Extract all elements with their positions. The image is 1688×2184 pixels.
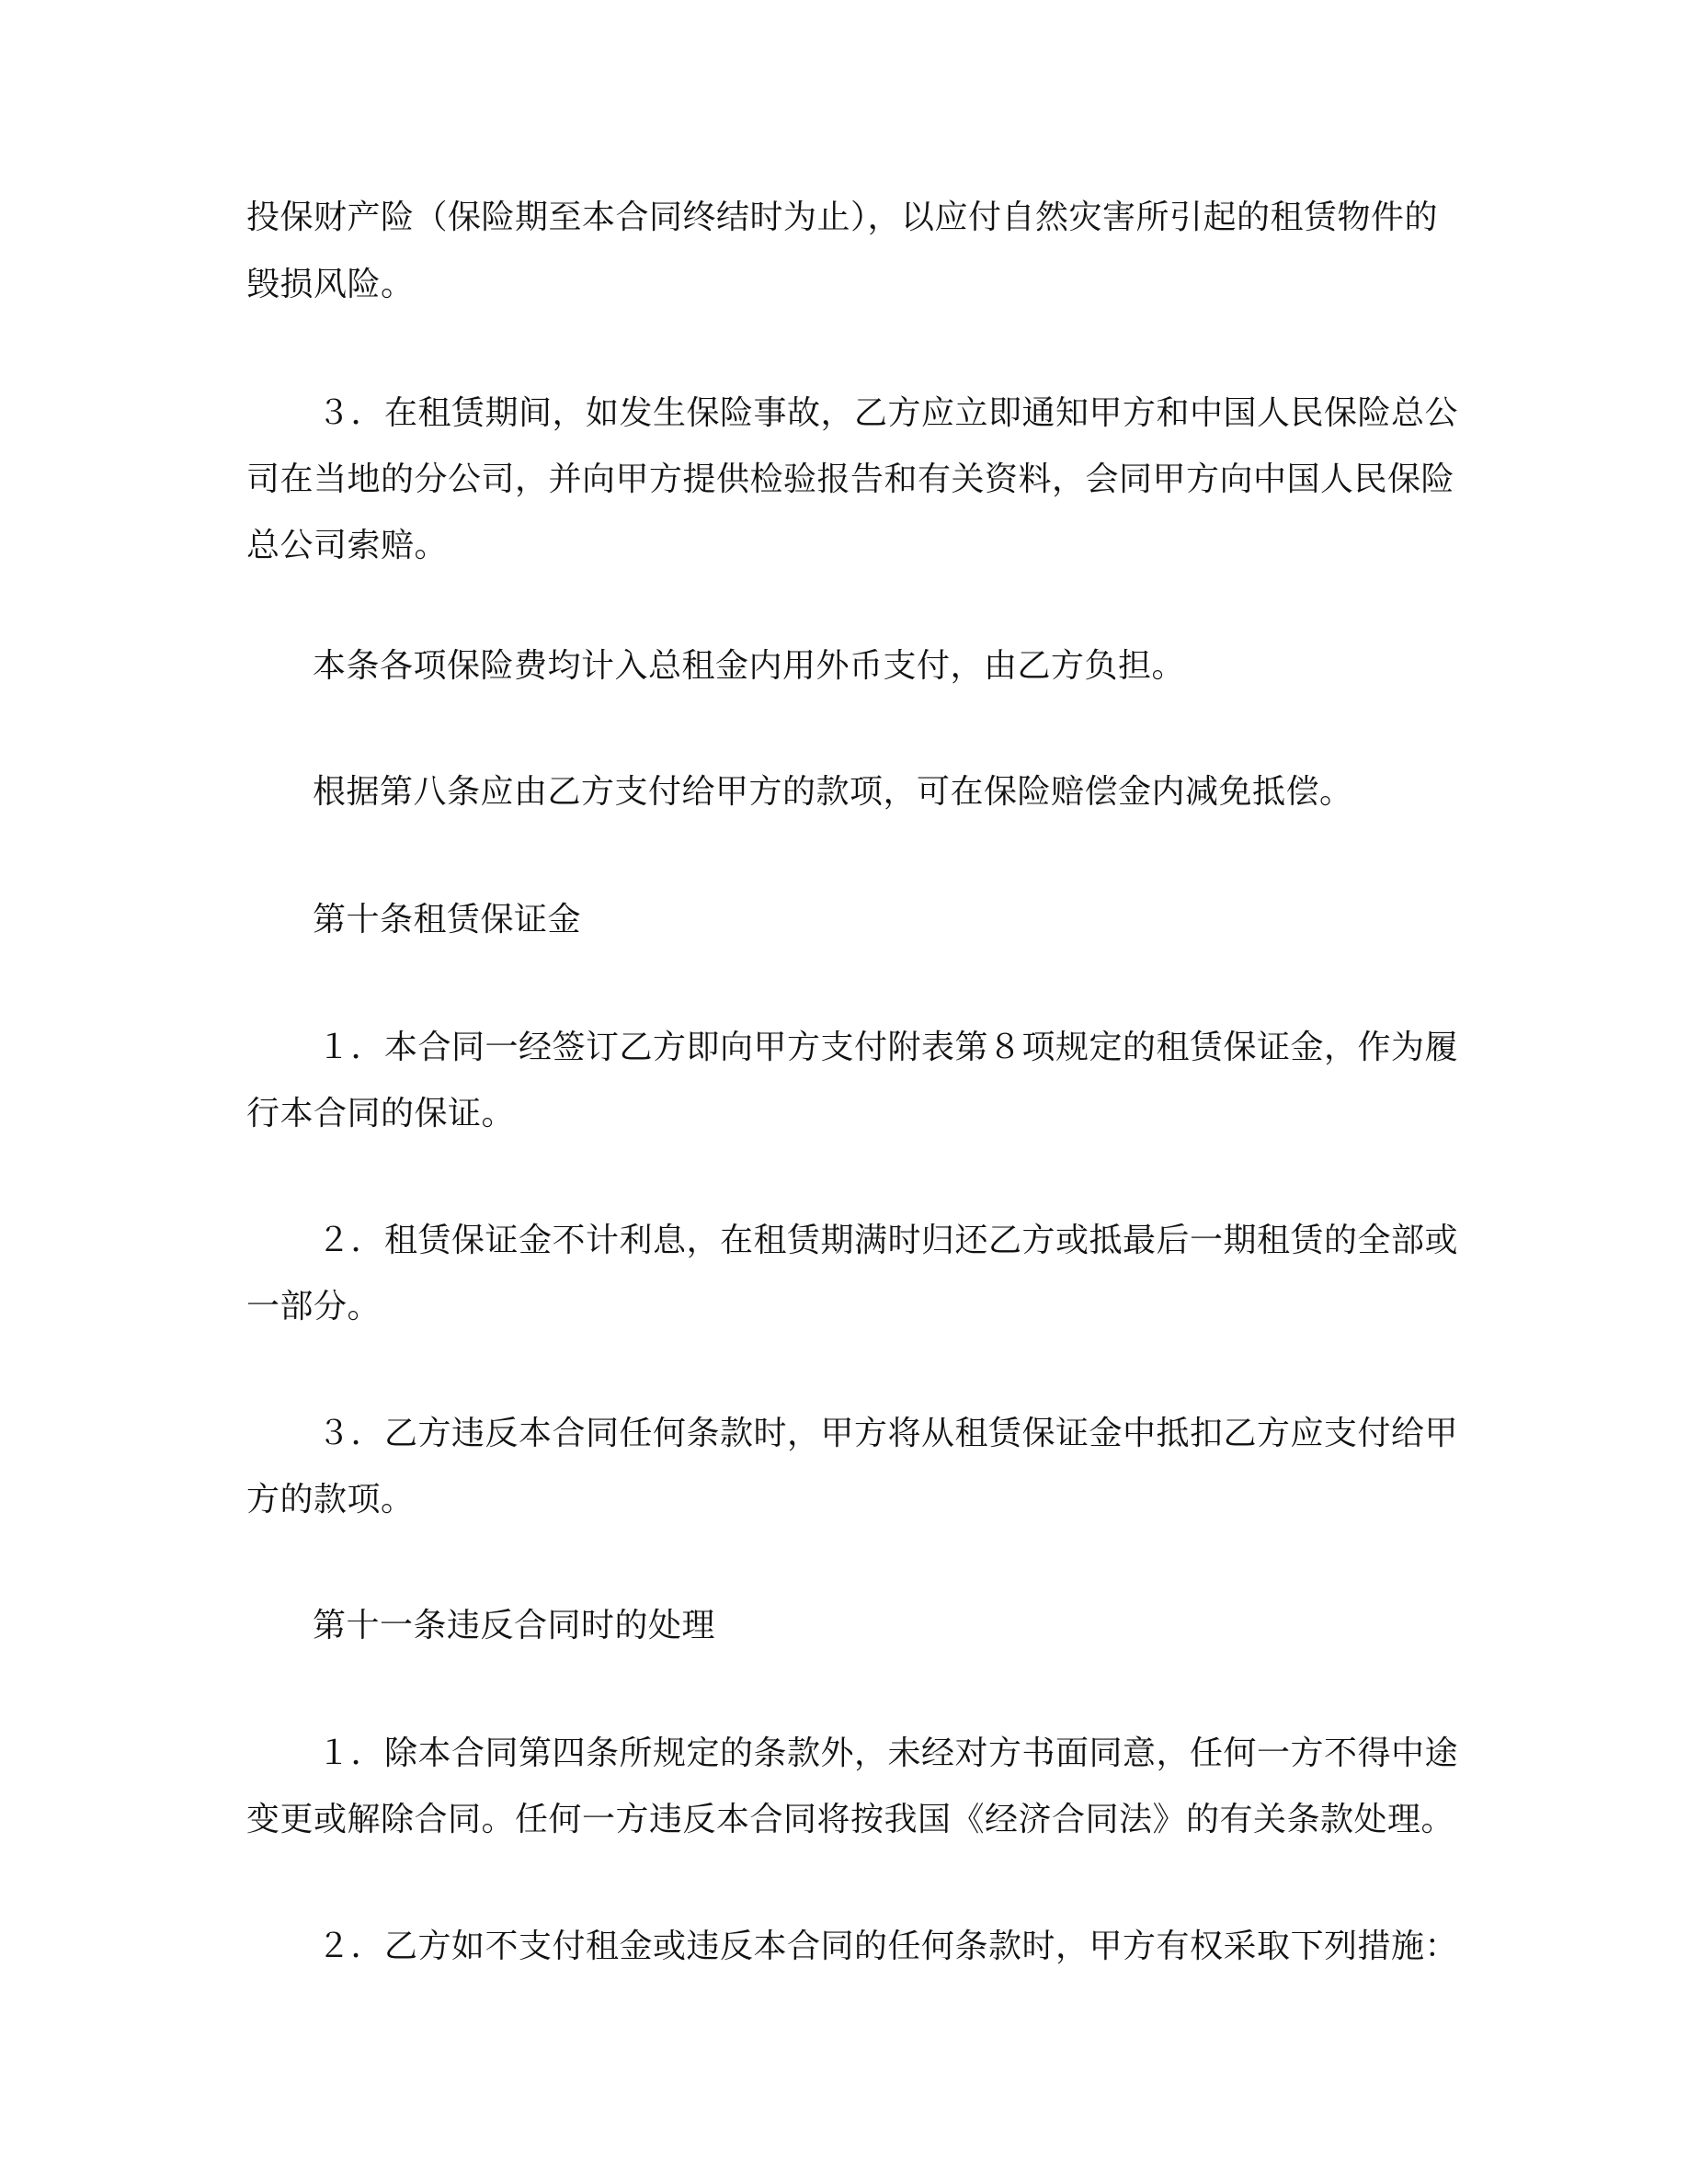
text-line: 变更或解除合同。任何一方违反本合同将按我国《经济合同法》的有关条款处理。 [246, 1801, 1455, 1838]
text-line: 方的款项。 [246, 1481, 415, 1519]
text-line: 行本合同的保证。 [246, 1095, 516, 1132]
text-line: 根据第八条应由乙方支付给甲方的款项，可在保险赔偿金内减免抵偿。 [313, 773, 1353, 811]
section-heading: 第十条租赁保证金 [313, 901, 582, 938]
text-line: 本条各项保险费均计入总租金内用外币支付，由乙方负担。 [313, 647, 1186, 685]
text-line: 司在当地的分公司，并向甲方提供检验报告和有关资料，会同甲方向中国人民保险 [246, 461, 1455, 498]
text-line: 投保财产险（保险期至本合同终结时为止），以应付自然灾害所引起的租赁物件的 [246, 199, 1439, 236]
text-line: ３．乙方违反本合同任何条款时，甲方将从租赁保证金中抵扣乙方应支付给甲 [317, 1415, 1459, 1452]
text-line: 一部分。 [246, 1288, 382, 1325]
text-line: 总公司索赔。 [246, 527, 449, 564]
text-line: １．除本合同第四条所规定的条款外，未经对方书面同意，任何一方不得中途 [317, 1735, 1459, 1772]
section-heading: 第十一条违反合同时的处理 [313, 1607, 716, 1644]
text-line: ２．租赁保证金不计利息，在租赁期满时归还乙方或抵最后一期租赁的全部或 [317, 1222, 1459, 1259]
text-line: １．本合同一经签订乙方即向甲方支付附表第８项规定的租赁保证金，作为履 [317, 1029, 1459, 1066]
text-line: ３．在租赁期间，如发生保险事故，乙方应立即通知甲方和中国人民保险总公 [317, 394, 1459, 432]
text-line: 毁损风险。 [246, 266, 415, 303]
text-line: ２．乙方如不支付租金或违反本合同的任何条款时，甲方有权采取下列措施： [317, 1928, 1459, 1965]
